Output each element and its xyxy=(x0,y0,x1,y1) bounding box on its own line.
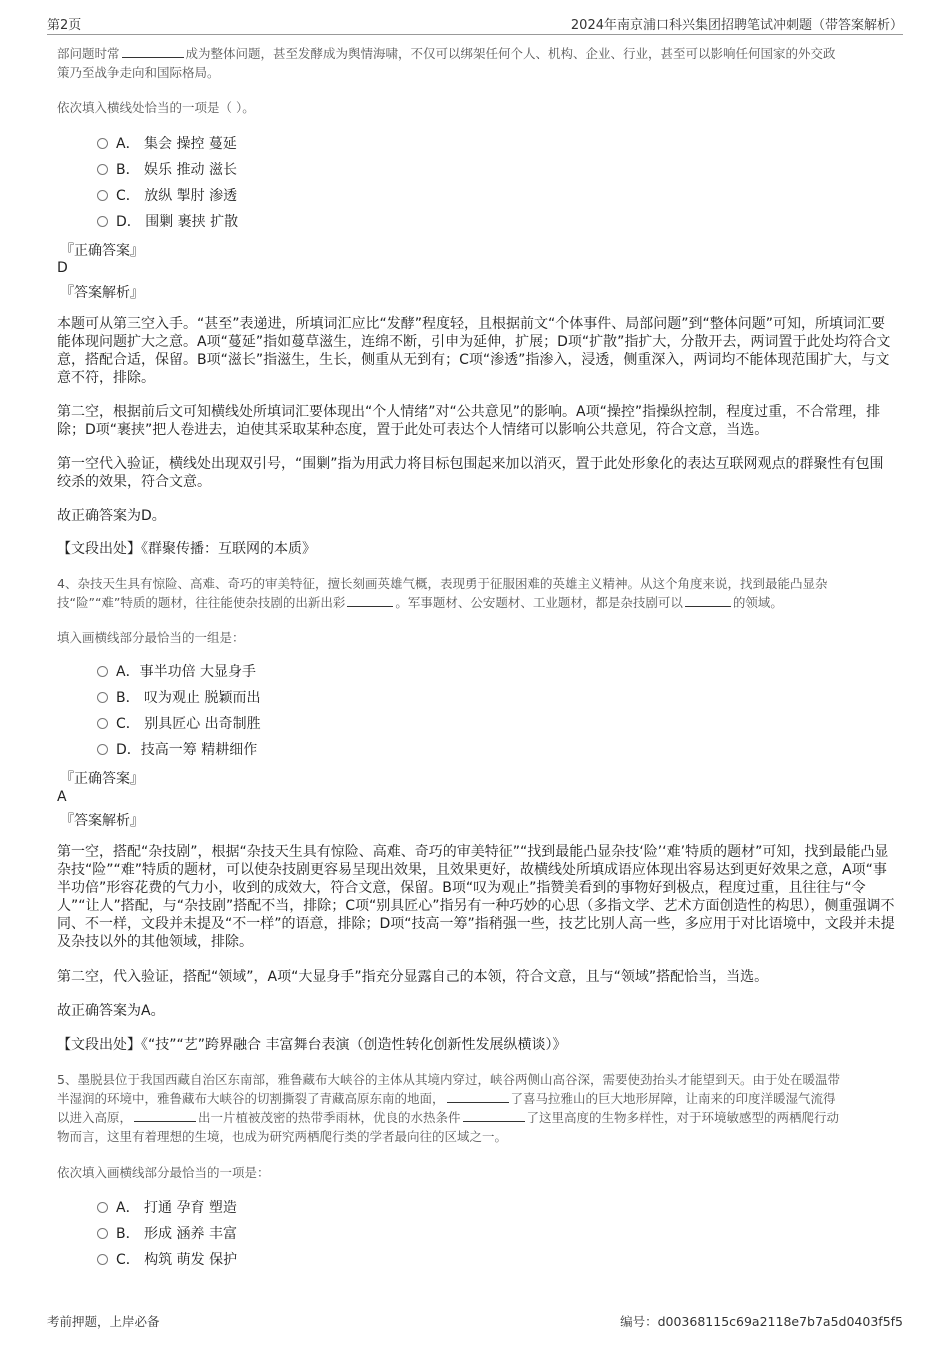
q5-stem: 5、墨脱县位于我国西藏自治区东南部，雅鲁藏布大峡谷的主体从其境内穿过，峡谷两侧山高谷深，需要使劲抬头才能望到天。由于处在暖温带 半湿润的环境中，雅鲁藏布大峡谷的切割撕裂了青藏高原东南的地面， 了喜马拉雅山的巨大地形屏障，让南来的印度洋暖湿气流得 以进入高原， 出一片植被茂密的热带季雨林，优良的水热条件 了这里高度的生物多样性，对于环境敏感型的两栖爬行动 物而言，这里有着理想的生境，也成为研究两栖爬行类的学者最向往的区域之一。 xyxy=(57,1072,840,1144)
q4-source: 【文段出处】《“技”“艺”跨界融合 丰富舞台表演（创造性转化创新性发展纵横谈）》 xyxy=(57,1037,567,1053)
q4-option-a[interactable]: A．事半功倍 大显身手 xyxy=(97,662,256,682)
blank xyxy=(447,1090,509,1103)
radio-icon[interactable] xyxy=(97,216,108,227)
radio-icon[interactable] xyxy=(97,1254,108,1265)
page-number: 第2页 xyxy=(47,18,82,33)
blank xyxy=(347,594,393,607)
q4-option-d[interactable]: D．技高一筹 精耕细作 xyxy=(97,740,257,760)
q3-option-b[interactable]: B． 娱乐 推动 滋长 xyxy=(97,160,237,180)
q4-analysis-p3: 故正确答案为A。 xyxy=(57,1003,165,1019)
answer-value: D xyxy=(57,260,68,276)
q3-stem: 部问题时常 成为整体问题，甚至发酵成为舆情海啸，不仅可以绑架任何个人、机构、企业、行业，甚至可以影响任何国家的外交政 策乃至战争走向和国际格局。 xyxy=(57,46,836,80)
q3-option-c[interactable]: C． 放纵 掣肘 渗透 xyxy=(97,186,237,206)
footer-slogan: 考前押题，上岸必备 xyxy=(47,1314,160,1329)
q5-prompt: 依次填入画横线部分最恰当的一项是： xyxy=(57,1165,270,1180)
q3-analysis-p4: 故正确答案为D。 xyxy=(57,508,166,524)
q4-analysis-p2: 第二空，代入验证，搭配“领域”，A项“大显身手”指充分显露自己的本领，符合文意，且与“领域”搭配恰当，当选。 xyxy=(57,969,769,985)
answer-value: A xyxy=(57,789,67,805)
blank xyxy=(122,45,184,58)
analysis-label: 『答案解析』 xyxy=(60,813,144,829)
radio-icon[interactable] xyxy=(97,138,108,149)
document-title: 2024年南京浦口科兴集团招聘笔试冲刺题（带答案解析） xyxy=(570,18,903,33)
radio-icon[interactable] xyxy=(97,666,108,677)
q4-prompt: 填入画横线部分最恰当的一组是： xyxy=(57,630,245,645)
answer-label: 『正确答案』 xyxy=(60,243,144,259)
q3-source: 【文段出处】《群聚传播：互联网的本质》 xyxy=(57,541,316,557)
q4-option-b[interactable]: B． 叹为观止 脱颖而出 xyxy=(97,688,261,708)
q3-analysis-p1: 本题可从第三空入手。“甚至”表递进，所填词汇应比“发酵”程度轻，且根据前文“个体事件、局部问题”到“整体问题”可知，所填词汇要能体现问题扩大之意。A项“蔓延”指如蔓草滋生，连绵不断，引申为延伸，扩展；D项“扩散”指扩大，分散开去，两词置于此处均符合文意，搭配合适，保留。B项“滋长”指滋生，生长，侧重从无到有；C项“渗透”指渗入，浸透，侧重深入，两词均不能体现范围扩大，与文意不符，排除。 xyxy=(57,316,891,386)
q3-analysis-p3: 第一空代入验证，横线处出现双引号，“围剿”指为用武力将目标包围起来加以消灭，置于此处形象化的表达互联网观点的群聚性有包围绞杀的效果，符合文意。 xyxy=(57,456,884,490)
q5-option-a[interactable]: A． 打通 孕育 塑造 xyxy=(97,1198,237,1218)
radio-icon[interactable] xyxy=(97,190,108,201)
q3-prompt: 依次填入横线处恰当的一项是（ ）。 xyxy=(57,100,255,115)
document-code: 编号：d00368115c69a2118e7b7a5d0403f5f5 xyxy=(620,1314,903,1329)
blank xyxy=(685,594,731,607)
q4-analysis-p1: 第一空，搭配“杂技剧”，根据“杂技天生具有惊险、高难、奇巧的审美特征”“找到最能凸显杂技‘险’‘难’特质的题材”可知，找到最能凸显杂技“险”“难”特质的题材，可以使杂技剧更容易呈现出效果，且效果更好，故横线处所填成语应体现出容易达到更好效果之意，A项“事半功倍”形容花费的气力小，收到的成效大，符合文意，保留。B项“叹为观止”指赞美看到的事物好到极点，程度过重，且往往与“令人”“让人”搭配，与“杂技剧”搭配不当，排除；C项“别具匠心”指另有一种巧妙的心思（多指文学、艺术方面创造性的构思），侧重强调不同、不一样，文段并未提及“不一样”的语意，排除；D项“技高一筹”指稍强一些，技艺比别人高一些，多应用于对比语境中，文段并未提及杂技以外的其他领域，排除。 xyxy=(57,844,895,950)
q3-analysis-p2: 第二空，根据前后文可知横线处所填词汇要体现出“个人情绪”对“公共意见”的影响。A项“操控”指操纵控制，程度过重，不合常理，排除；D项“裹挟”把人卷进去，迫使其采取某种态度，置于此处可表达个人情绪可以影响公共意见，符合文意，当选。 xyxy=(57,404,881,438)
blank xyxy=(463,1109,525,1122)
q4-option-c[interactable]: C． 别具匠心 出奇制胜 xyxy=(97,714,261,734)
radio-icon[interactable] xyxy=(97,718,108,729)
answer-label: 『正确答案』 xyxy=(60,771,144,787)
q3-option-d[interactable]: D． 围剿 裹挟 扩散 xyxy=(97,212,238,232)
radio-icon[interactable] xyxy=(97,744,108,755)
radio-icon[interactable] xyxy=(97,1228,108,1239)
radio-icon[interactable] xyxy=(97,1202,108,1213)
analysis-label: 『答案解析』 xyxy=(60,285,144,301)
blank xyxy=(134,1109,196,1122)
q3-option-a[interactable]: A． 集会 操控 蔓延 xyxy=(97,134,237,154)
q5-option-c[interactable]: C． 构筑 萌发 保护 xyxy=(97,1250,237,1270)
radio-icon[interactable] xyxy=(97,692,108,703)
q4-stem: 4、杂技天生具有惊险、高难、奇巧的审美特征，擅长刻画英雄气概，表现勇于征服困难的英雄主义精神。从这个角度来说，找到最能凸显杂 技“险”“难”特质的题材，往往能使杂技剧的出新出彩 。军事题材、公安题材、工业题材，都是杂技剧可以 的领域。 xyxy=(57,576,828,610)
q5-option-b[interactable]: B． 形成 涵养 丰富 xyxy=(97,1224,237,1244)
page-header xyxy=(47,14,903,35)
page-footer xyxy=(47,1312,903,1330)
radio-icon[interactable] xyxy=(97,164,108,175)
